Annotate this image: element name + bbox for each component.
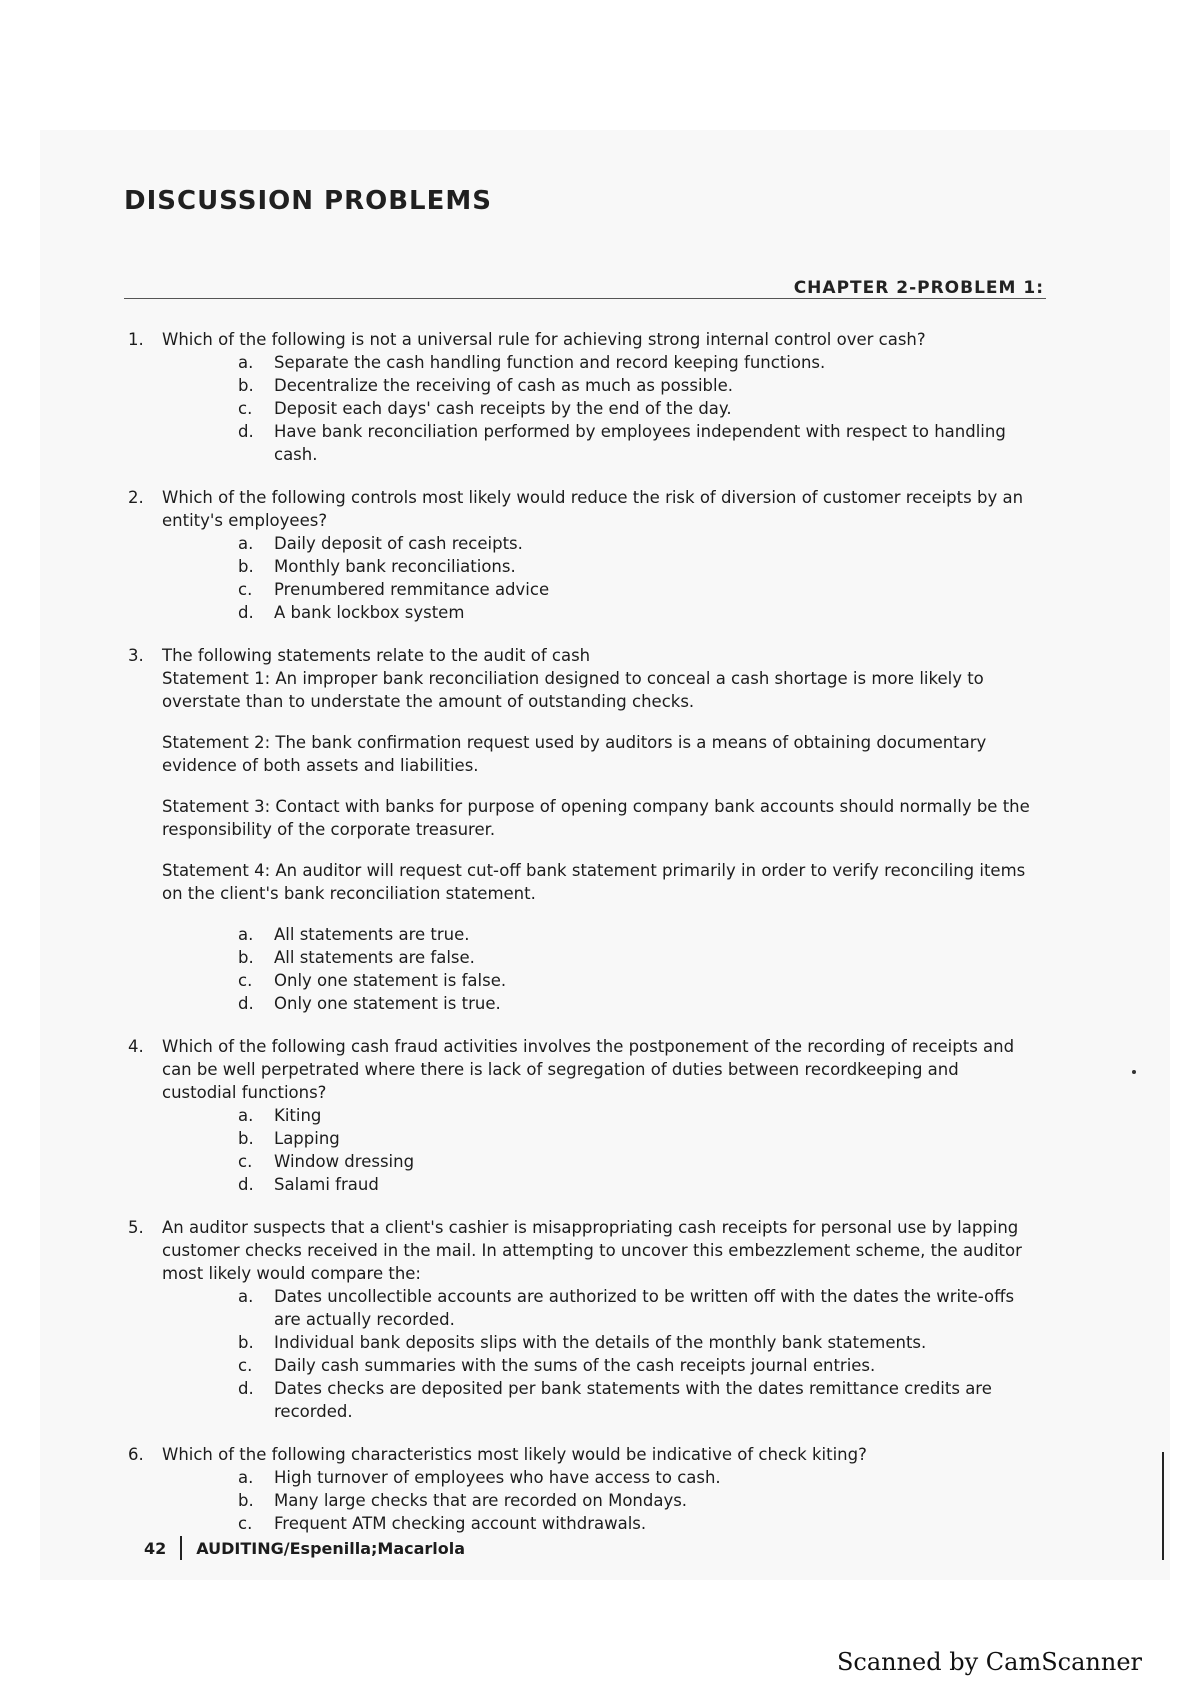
option-c: [238, 1354, 1034, 1377]
question-3: [124, 644, 1034, 1015]
option-c: [238, 578, 1034, 601]
chapter-divider: [124, 298, 1046, 299]
statement-1: Statement 1: An improper bank reconciliation designed to conceal a cash shortage is more likely to overstate than to understate the amount of outstanding checks.: [162, 669, 984, 711]
option-letter: c.: [238, 1356, 253, 1375]
option-text: Only one statement is true.: [274, 994, 501, 1013]
question-list: [124, 328, 1034, 1555]
option-b: [238, 946, 1034, 969]
option-d: [238, 992, 1034, 1015]
option-letter: c.: [238, 1152, 253, 1171]
question-number: 4.: [128, 1037, 144, 1056]
option-text: Deposit each days' cash receipts by the end of the day.: [274, 399, 732, 418]
scan-speck: [1132, 1070, 1136, 1074]
option-b: [238, 374, 1034, 397]
option-letter: d.: [238, 603, 254, 622]
option-text: Dates checks are deposited per bank statements with the dates remittance credits are recorded.: [274, 1379, 992, 1421]
option-letter: d.: [238, 994, 254, 1013]
question-number: 5.: [128, 1218, 144, 1237]
option-text: All statements are false.: [274, 948, 475, 967]
question-number: 1.: [128, 330, 144, 349]
option-letter: d.: [238, 1175, 254, 1194]
option-a: [238, 351, 1034, 374]
question-text: Which of the following characteristics most likely would be indicative of check kiting?: [162, 1445, 867, 1464]
question-4: [124, 1035, 1034, 1196]
option-text: Kiting: [274, 1106, 322, 1125]
option-text: Lapping: [274, 1129, 340, 1148]
option-letter: b.: [238, 557, 254, 576]
option-letter: a.: [238, 1106, 254, 1125]
question-number: 2.: [128, 488, 144, 507]
option-list: [238, 1285, 1034, 1423]
question-1: [124, 328, 1034, 466]
question-5: [124, 1216, 1034, 1423]
option-a: [238, 1285, 1034, 1331]
statement-3: Statement 3: Contact with banks for purpose of opening company bank accounts should normally be the responsibility of the corporate treasurer.: [162, 797, 1030, 839]
option-text: Separate the cash handling function and record keeping functions.: [274, 353, 826, 372]
option-c: [238, 969, 1034, 992]
chapter-label: CHAPTER 2-PROBLEM 1:: [793, 278, 1044, 298]
question-text: An auditor suspects that a client's cashier is misappropriating cash receipts for personal use by lapping customer checks received in the mail. In attempting to uncover this embezzlement scheme, the auditor most likely would compare the:: [162, 1218, 1022, 1283]
option-letter: a.: [238, 925, 254, 944]
scanner-watermark: Scanned by CamScanner: [836, 1648, 1142, 1676]
option-c: [238, 1150, 1034, 1173]
option-text: Window dressing: [274, 1152, 415, 1171]
option-b: [238, 1127, 1034, 1150]
option-text: Many large checks that are recorded on Mondays.: [274, 1491, 688, 1510]
option-letter: b.: [238, 1129, 254, 1148]
option-list: [238, 532, 1034, 624]
option-c: [238, 397, 1034, 420]
option-letter: b.: [238, 1491, 254, 1510]
option-text: Daily cash summaries with the sums of the cash receipts journal entries.: [274, 1356, 876, 1375]
statement-2: Statement 2: The bank confirmation request used by auditors is a means of obtaining documentary evidence of both assets and liabilities.: [162, 733, 987, 775]
option-text: High turnover of employees who have access to cash.: [274, 1468, 721, 1487]
option-text: Only one statement is false.: [274, 971, 507, 990]
option-list: [238, 1466, 1034, 1535]
option-text: Salami fraud: [274, 1175, 379, 1194]
page-number: 42: [144, 1538, 167, 1558]
option-b: [238, 1489, 1034, 1512]
question-number: 3.: [128, 646, 144, 665]
page-footer: [144, 1536, 465, 1560]
question-text: Which of the following is not a universal rule for achieving strong internal control over cash?: [162, 330, 926, 349]
option-text: Have bank reconciliation performed by employees independent with respect to handling cash.: [274, 422, 1006, 464]
option-letter: b.: [238, 376, 254, 395]
option-letter: c.: [238, 399, 253, 418]
option-text: Decentralize the receiving of cash as much as possible.: [274, 376, 733, 395]
scan-edge-line: [1162, 1452, 1164, 1560]
option-a: [238, 923, 1034, 946]
option-d: [238, 1173, 1034, 1196]
option-letter: b.: [238, 948, 254, 967]
option-letter: c.: [238, 1514, 253, 1533]
option-text: Monthly bank reconciliations.: [274, 557, 516, 576]
option-letter: a.: [238, 1468, 254, 1487]
option-text: All statements are true.: [274, 925, 470, 944]
option-text: A bank lockbox system: [274, 603, 465, 622]
statement-4: Statement 4: An auditor will request cut-off bank statement primarily in order to verify reconciling items on the client's bank reconciliation statement.: [162, 861, 1026, 903]
option-letter: a.: [238, 534, 254, 553]
book-reference: AUDITING/Espenilla;Macarlola: [196, 1538, 466, 1558]
option-list: [238, 1104, 1034, 1196]
page-title: DISCUSSION PROBLEMS: [124, 186, 492, 216]
option-b: [238, 1331, 1034, 1354]
option-letter: a.: [238, 1287, 254, 1306]
option-a: [238, 1104, 1034, 1127]
option-text: Daily deposit of cash receipts.: [274, 534, 523, 553]
option-letter: d.: [238, 1379, 254, 1398]
option-d: [238, 420, 1034, 466]
question-text: Which of the following controls most likely would reduce the risk of diversion of customer receipts by an entity's employees?: [162, 488, 1024, 530]
question-text: The following statements relate to the audit of cash: [162, 646, 591, 665]
question-text: Which of the following cash fraud activities involves the postponement of the recording of receipts and can be well perpetrated where there is lack of segregation of duties between recordkeeping and custodial functions?: [162, 1037, 1015, 1102]
option-letter: c.: [238, 971, 253, 990]
question-6: [124, 1443, 1034, 1535]
option-letter: c.: [238, 580, 253, 599]
option-list: [238, 923, 1034, 1015]
option-text: Frequent ATM checking account withdrawals.: [274, 1514, 647, 1533]
footer-divider: [180, 1536, 182, 1560]
option-c: [238, 1512, 1034, 1535]
option-b: [238, 555, 1034, 578]
option-text: Prenumbered remmitance advice: [274, 580, 550, 599]
option-text: Dates uncollectible accounts are authorized to be written off with the dates the write-offs are actually recorded.: [274, 1287, 1015, 1329]
option-text: Individual bank deposits slips with the details of the monthly bank statements.: [274, 1333, 927, 1352]
option-letter: d.: [238, 422, 254, 441]
option-letter: b.: [238, 1333, 254, 1352]
option-letter: a.: [238, 353, 254, 372]
option-a: [238, 1466, 1034, 1489]
option-list: [238, 351, 1034, 466]
option-a: [238, 532, 1034, 555]
question-number: 6.: [128, 1445, 144, 1464]
option-d: [238, 1377, 1034, 1423]
question-2: [124, 486, 1034, 624]
option-d: [238, 601, 1034, 624]
